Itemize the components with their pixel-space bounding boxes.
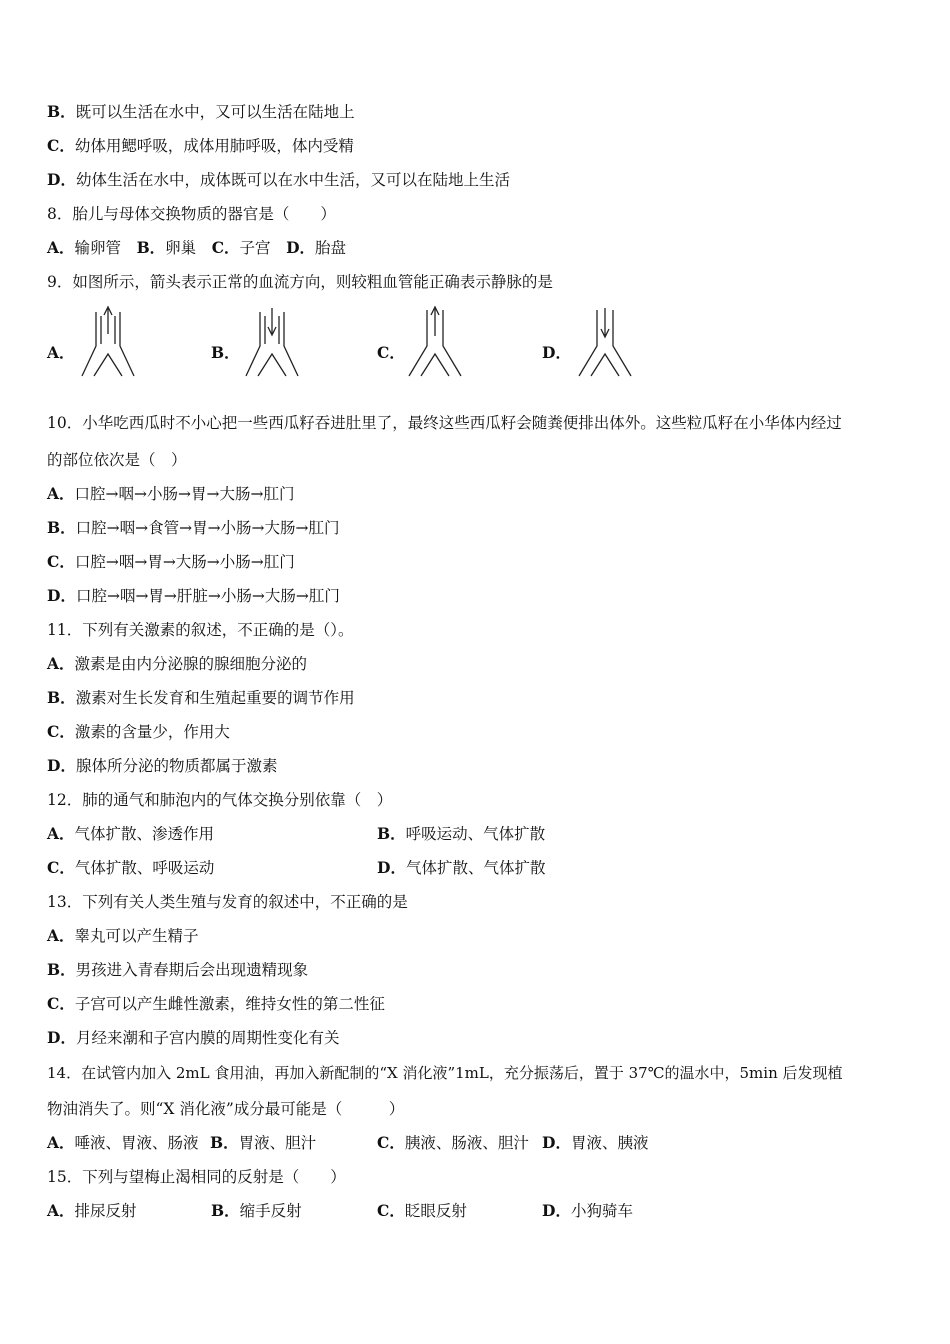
q7-option-d: D．幼体生活在水中，成体既可以在水中生活，又可以在陆地上生活 [47, 170, 510, 189]
q9-vessel-diagram-a [78, 304, 138, 378]
q8-stem: 8．胎儿与母体交换物质的器官是（ ） [47, 205, 336, 223]
q11-option-c: C．激素的含量少，作用大 [47, 722, 230, 741]
q13-option-d: D．月经来潮和子宫内膜的周期性变化有关 [47, 1028, 340, 1047]
q7-option-b: B．既可以生活在水中，又可以生活在陆地上 [47, 102, 355, 121]
q9-option-c-label: C． [377, 343, 405, 362]
q10-option-b: B．口腔→咽→食管→胃→小肠→大肠→肛门 [47, 518, 340, 537]
q10-option-d: D．口腔→咽→胃→肝脏→小肠→大肠→肛门 [47, 586, 340, 605]
q9-vessel-diagram-d [575, 304, 635, 378]
q9-option-b-label: B． [211, 343, 240, 362]
q11-stem: 11．下列有关激素的叙述，不正确的是（）。 [47, 621, 354, 639]
q14-option-d: D．胃液、胰液 [542, 1133, 649, 1152]
q12-stem: 12．肺的通气和肺泡内的气体交换分别依靠（ ） [47, 791, 393, 809]
q10-option-a: A．口腔→咽→小肠→胃→大肠→肛门 [47, 484, 295, 503]
q10-option-c: C．口腔→咽→胃→大肠→小肠→肛门 [47, 552, 295, 571]
q15-stem: 15．下列与望梅止渴相同的反射是（ ） [47, 1168, 346, 1186]
q14-option-c: C．胰液、肠液、胆汁 [377, 1133, 529, 1152]
q14-option-b: B．胃液、胆汁 [210, 1133, 317, 1152]
q11-option-a: A．激素是由内分泌腺的腺细胞分泌的 [47, 654, 308, 673]
q11-option-b: B．激素对生长发育和生殖起重要的调节作用 [47, 688, 355, 707]
q9-stem: 9．如图所示，箭头表示正常的血流方向，则较粗血管能正确表示静脉的是 [47, 273, 553, 291]
q9-vessel-diagram-c [405, 304, 465, 378]
q15-option-c: C．眨眼反射 [377, 1201, 467, 1220]
q14-stem-line1: 14．在试管内加入 2mL 食用油，再加入新配制的“X 消化液”1mL，充分振荡后，置于 37℃的温水中，5min 后发现植 [47, 1064, 843, 1082]
q9-option-a-label: A． [47, 343, 75, 362]
q13-option-b: B．男孩进入青春期后会出现遗精现象 [47, 960, 309, 979]
q13-option-a: A．睾丸可以产生精子 [47, 926, 199, 945]
q11-option-d: D．腺体所分泌的物质都属于激素 [47, 756, 278, 775]
q12-option-c: C．气体扩散、呼吸运动 [47, 858, 215, 877]
q15-option-a: A．排尿反射 [47, 1201, 137, 1220]
q14-option-a: A．唾液、胃液、肠液 [47, 1133, 199, 1152]
q14-stem-line2: 物油消失了。则“X 消化液”成分最可能是（ ） [47, 1100, 405, 1118]
q12-option-b: B．呼吸运动、气体扩散 [377, 824, 546, 843]
q10-stem-line2: 的部位依次是（ ） [47, 451, 187, 469]
q15-option-d: D．小狗骑车 [542, 1201, 633, 1220]
q10-stem-line1: 10．小华吃西瓜时不小心把一些西瓜籽吞进肚里了，最终这些西瓜籽会随粪便排出体外。这些粒瓜籽在小华体内经过 [47, 414, 842, 432]
q13-stem: 13．下列有关人类生殖与发育的叙述中，不正确的是 [47, 893, 408, 911]
q15-option-b: B．缩手反射 [211, 1201, 302, 1220]
q12-option-d: D．气体扩散、气体扩散 [377, 858, 546, 877]
q12-option-a: A．气体扩散、渗透作用 [47, 824, 215, 843]
q9-option-d-label: D． [542, 343, 571, 362]
q9-vessel-diagram-b [242, 304, 302, 378]
q13-option-c: C．子宫可以产生雌性激素，维持女性的第二性征 [47, 994, 385, 1013]
q7-option-c: C．幼体用鳃呼吸，成体用肺呼吸，体内受精 [47, 136, 354, 155]
q8-options: A．输卵管 B．卵巢 C．子宫 D．胎盘 [47, 238, 347, 257]
